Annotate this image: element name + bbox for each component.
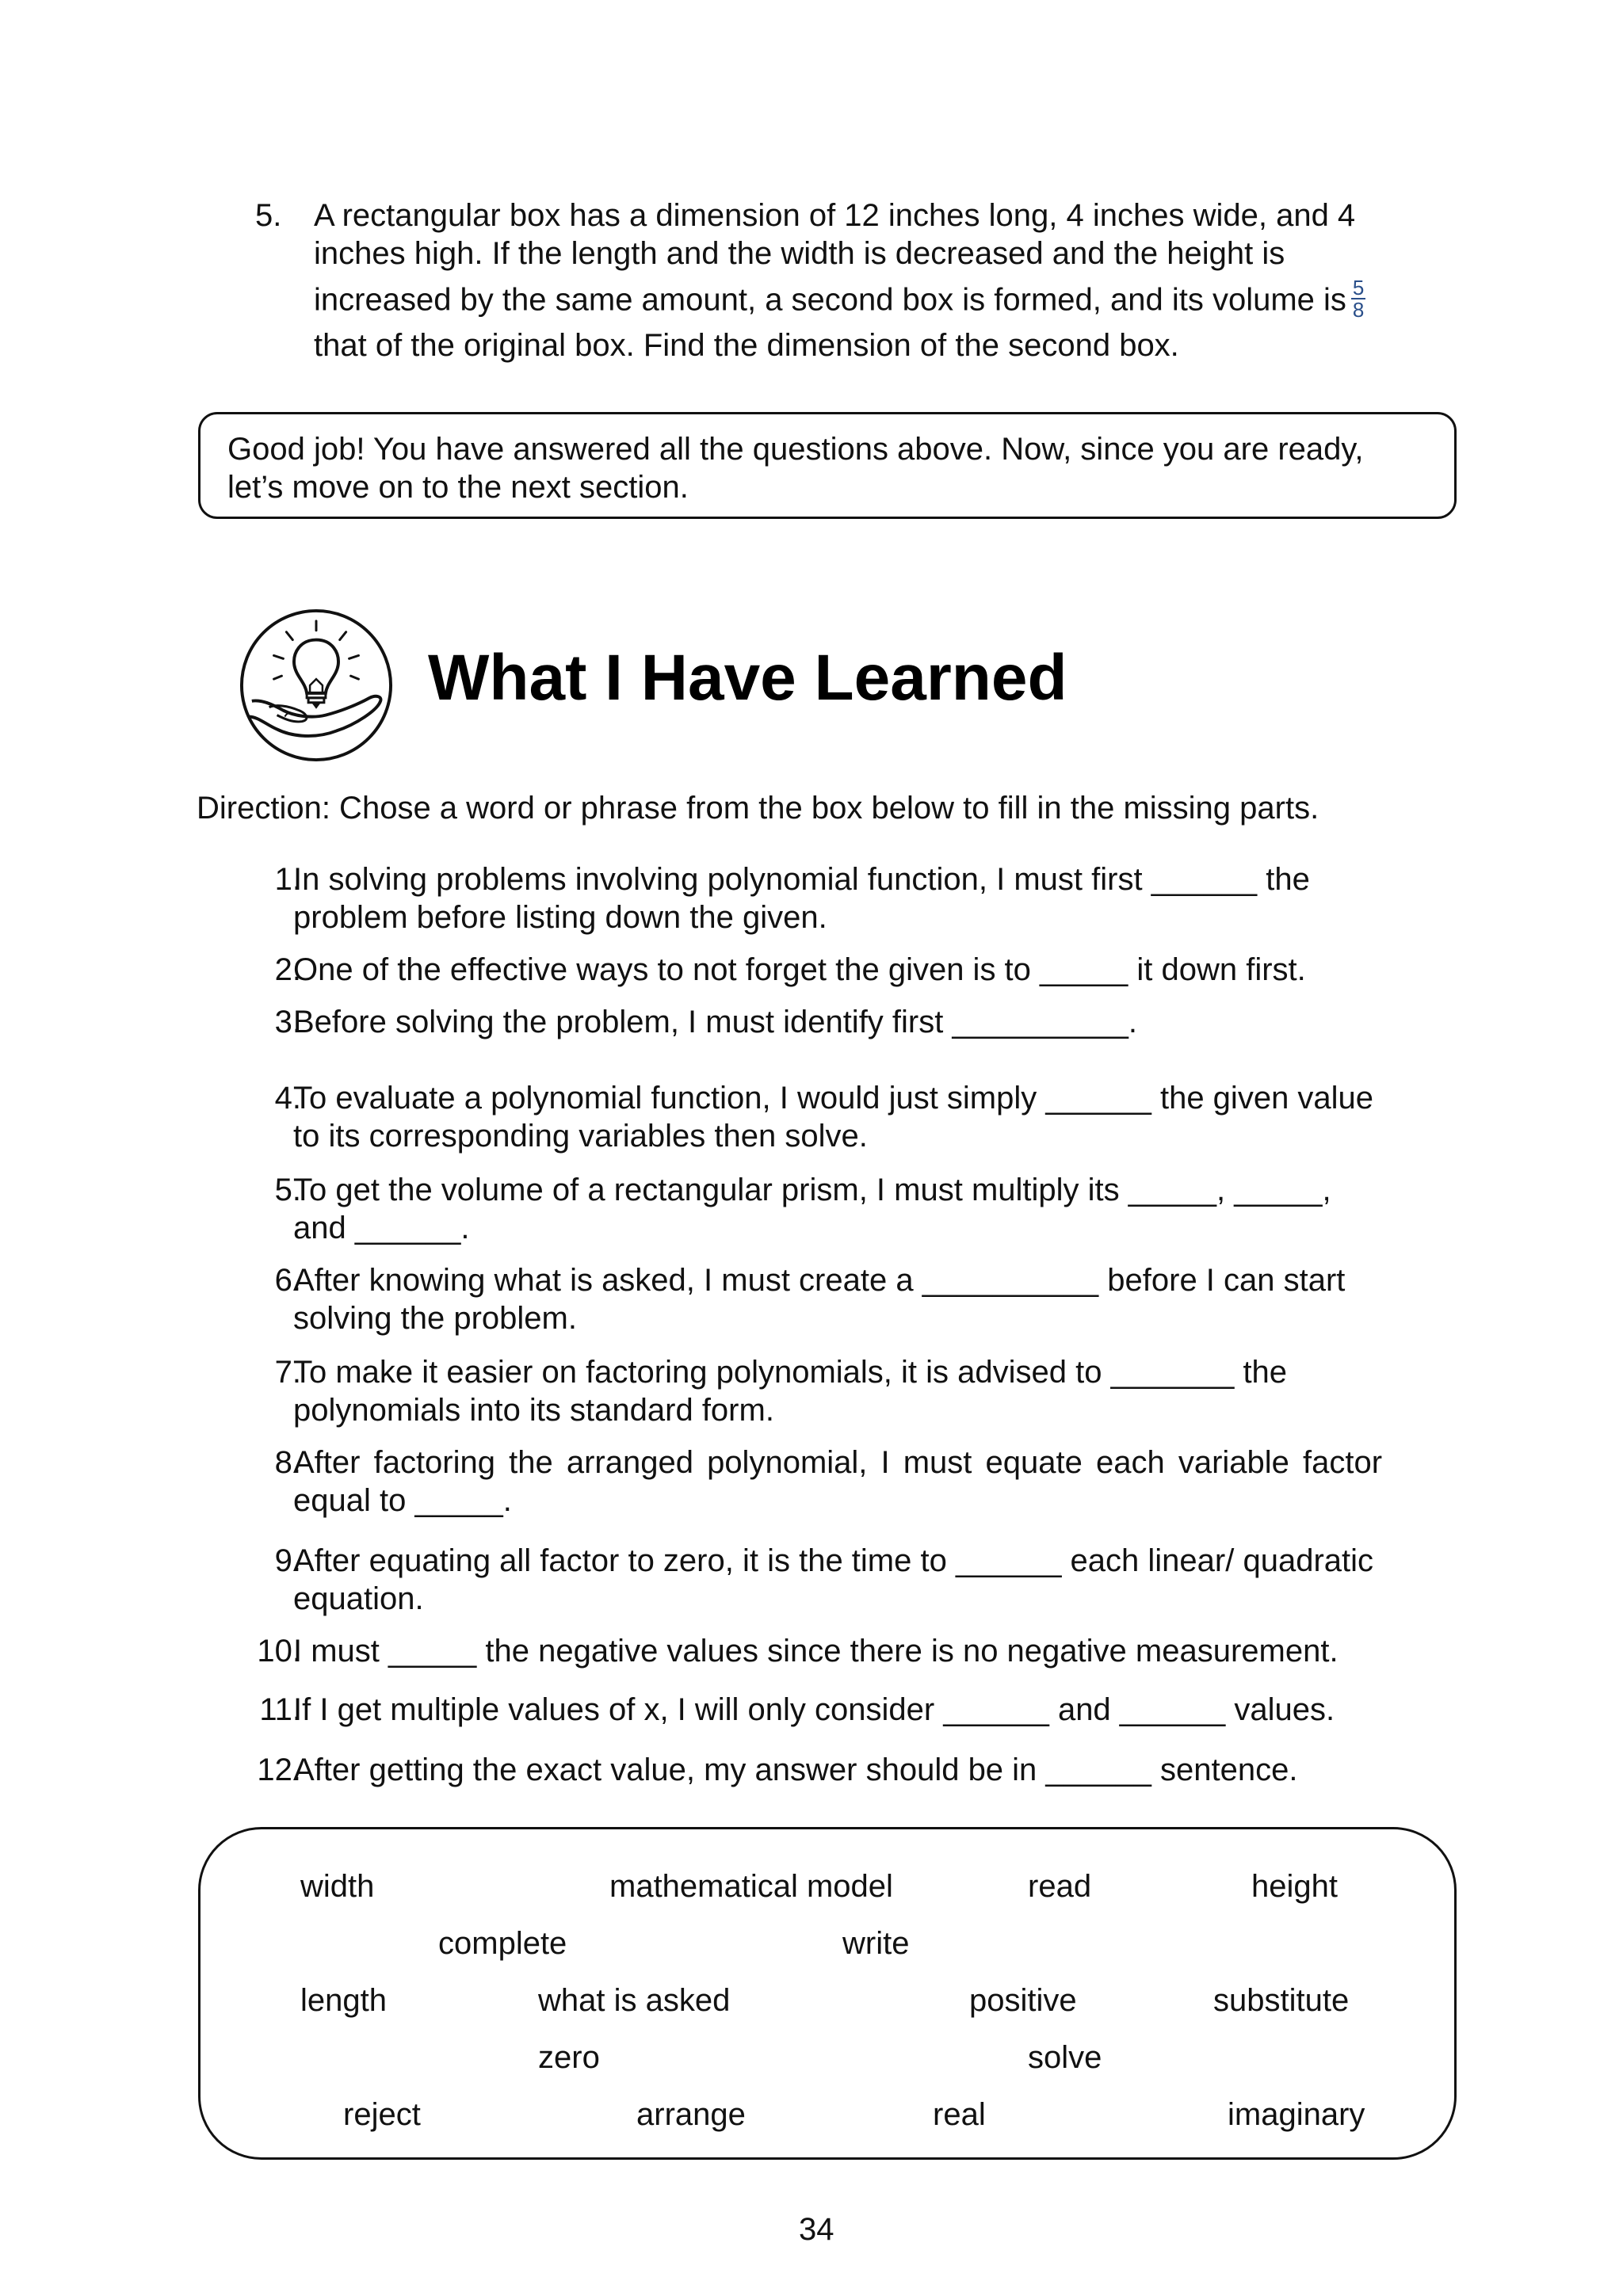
lightbulb-in-hand-icon — [238, 607, 395, 764]
problem-text-line: A rectangular box has a dimension of 12 inches long, 4 inches wide, and 4 — [314, 198, 1356, 233]
item-number: 3. — [274, 1005, 301, 1039]
good-job-text-line: let’s move on to the next section. — [227, 470, 689, 505]
item-number: 2. — [274, 952, 301, 987]
word-bank-item: height — [1251, 1869, 1338, 1904]
item-text-line: polynomials into its standard form. — [293, 1393, 774, 1428]
problem-text: increased by the same amount, a second box is formed, and its volume is — [314, 282, 1346, 318]
item-text-line: If I get multiple values of x, I will only consider ______ and ______ values. — [293, 1692, 1335, 1727]
word-bank-box — [198, 1827, 1457, 2160]
word-bank-item: zero — [538, 2040, 600, 2075]
item-number: 4. — [274, 1081, 301, 1116]
item-text-line: After factoring the arranged polynomial, I must equate each variable factor — [293, 1445, 1383, 1480]
word-bank-item: substitute — [1213, 1983, 1350, 2018]
section-title: What I Have Learned — [428, 642, 1067, 714]
word-bank-item: read — [1028, 1869, 1092, 1904]
fraction-denominator: 8 — [1352, 298, 1365, 322]
fraction-numerator: 5 — [1352, 276, 1365, 299]
item-text-line: After equating all factor to zero, it is the time to ______ each linear/ quadratic — [293, 1543, 1374, 1578]
problem-text-line: inches high. If the length and the width is decreased and the height is — [314, 236, 1285, 271]
item-text-line: problem before listing down the given. — [293, 900, 827, 935]
item-text-line: and ______. — [293, 1211, 470, 1245]
word-bank-item: reject — [343, 2097, 421, 2132]
item-text-line: In solving problems involving polynomial function, I must first ______ the — [293, 862, 1310, 897]
problem-text-line — [314, 276, 1431, 322]
item-text-line: Before solving the problem, I must identify first __________. — [293, 1005, 1138, 1039]
item-text-line: One of the effective ways to not forget the given is to _____ it down first. — [293, 952, 1306, 987]
word-bank-item: mathematical model — [609, 1869, 893, 1904]
item-number: 1. — [274, 862, 301, 897]
item-number: 6. — [274, 1263, 301, 1298]
word-bank-item: imaginary — [1228, 2097, 1365, 2132]
item-number: 10. — [257, 1634, 301, 1669]
item-text-line: To get the volume of a rectangular prism, I must multiply its _____, _____, — [293, 1173, 1331, 1207]
direction-text: Direction: Chose a word or phrase from the box below to fill in the missing parts. — [197, 791, 1319, 826]
item-number: 8. — [274, 1445, 301, 1480]
word-bank-item: length — [300, 1983, 387, 2018]
item-text-line: equation. — [293, 1581, 424, 1616]
item-number: 9. — [274, 1543, 301, 1578]
word-bank-item: positive — [969, 1983, 1077, 2018]
word-bank-item: write — [842, 1926, 910, 1961]
word-bank-item: solve — [1028, 2040, 1102, 2075]
item-text-line: to its corresponding variables then solve. — [293, 1119, 868, 1154]
word-bank-item: width — [300, 1869, 375, 1904]
item-number: 12. — [257, 1753, 301, 1787]
item-text-line: To evaluate a polynomial function, I would just simply ______ the given value — [293, 1081, 1374, 1116]
item-text-line: I must _____ the negative values since there is no negative measurement. — [293, 1634, 1338, 1669]
item-text-line: After getting the exact value, my answer should be in ______ sentence. — [293, 1753, 1298, 1787]
page-number: 34 — [799, 2212, 834, 2247]
fraction — [1351, 277, 1365, 320]
item-text-line: solving the problem. — [293, 1301, 577, 1336]
problem-text-line: that of the original box. Find the dimension of the second box. — [314, 328, 1179, 363]
item-text-line: To make it easier on factoring polynomials, it is advised to _______ the — [293, 1355, 1288, 1390]
item-text-line: equal to _____. — [293, 1483, 512, 1518]
word-bank-item: what is asked — [538, 1983, 731, 2018]
item-number: 7. — [274, 1355, 301, 1390]
word-bank-item: arrange — [636, 2097, 746, 2132]
good-job-text-line: Good job! You have answered all the questions above. Now, since you are ready, — [227, 432, 1364, 467]
good-job-box — [198, 412, 1457, 519]
item-number: 11. — [259, 1692, 301, 1727]
word-bank-item: real — [933, 2097, 986, 2132]
problem-number: 5. — [255, 198, 282, 233]
item-number: 5. — [274, 1173, 301, 1207]
word-bank-item: complete — [438, 1926, 567, 1961]
item-text-line: After knowing what is asked, I must create a __________ before I can start — [293, 1263, 1346, 1298]
